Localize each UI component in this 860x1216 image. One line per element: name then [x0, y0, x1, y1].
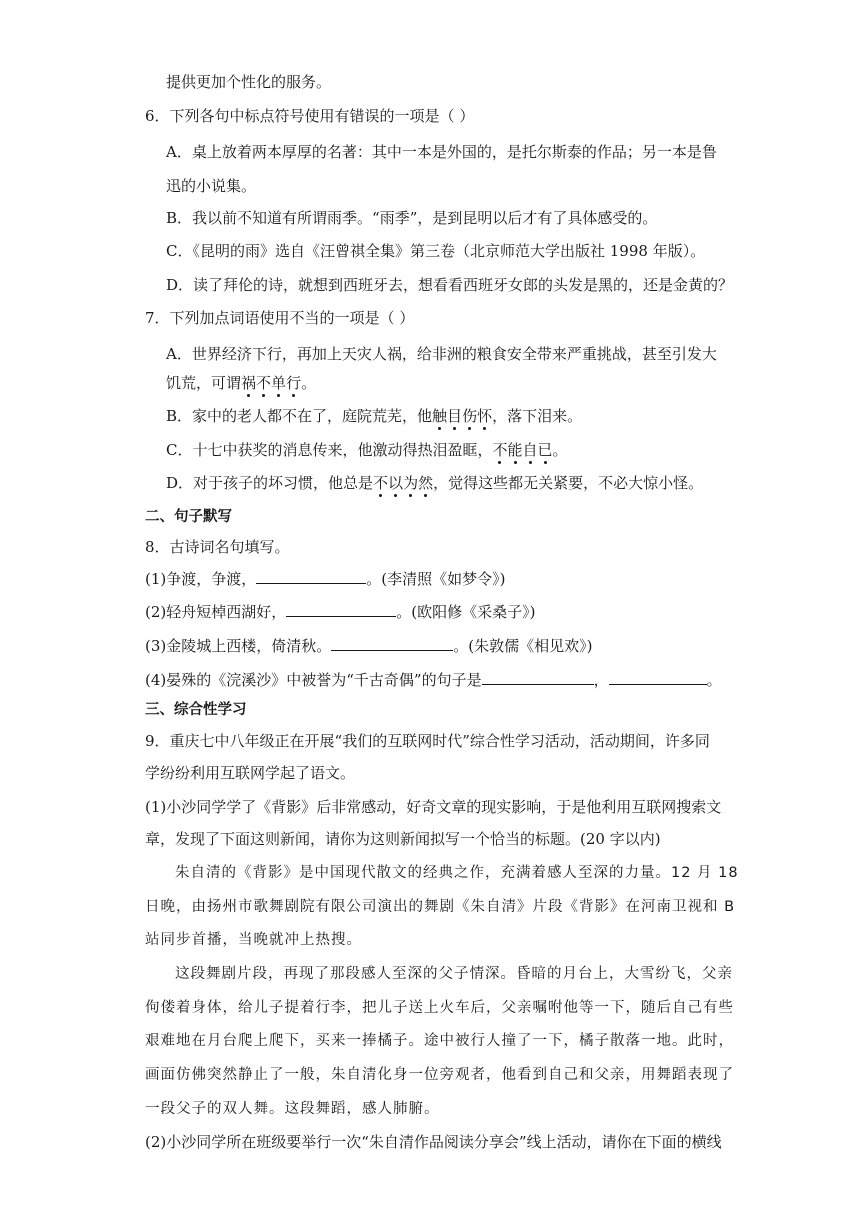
dotted-char: 为 — [403, 474, 419, 492]
q8-4-pre: (4)晏殊的《浣溪沙》中被誉为“千古奇偶”的句子是 — [145, 671, 482, 689]
news-paragraph-1: 朱自清的《背影》是中国现代散文的经典之作，充满着感人至深的力量。12 月 18 — [175, 865, 739, 881]
dotted-char: 能 — [507, 441, 523, 459]
dotted-char: 不 — [373, 474, 389, 492]
q8-stem: 8．古诗词名句填写。 — [145, 538, 290, 556]
q9-part1: (1)小沙同学学了《背影》后非常感动，好奇文章的现实影响，于是他利用互联网搜索文 — [145, 798, 722, 816]
news-paragraph-2-cont: 佝偻着身体，给儿子提着行李，把儿子送上火车后，父亲嘱咐他等一下，随后自己有些 — [145, 1000, 734, 1016]
q8-item-2 — [145, 602, 535, 622]
q7-a-pre: 饥荒，可谓 — [166, 374, 242, 392]
q9-stem: 9．重庆七中八年级正在开展“我们的互联网时代”综合性学习活动，活动期间，许多同 — [145, 732, 710, 750]
news-paragraph-2-cont: 一段父子的双人舞。这段舞蹈，感人肺腑。 — [145, 1101, 440, 1117]
q6-option-a: A．桌上放着两本厚厚的名著：其中一本是外国的，是托尔斯泰的作品；另一本是鲁 — [166, 143, 717, 161]
q7-c-pre: C．十七中获奖的消息传来，他激动得热泪盈眶， — [166, 441, 493, 459]
news-paragraph-2-cont: 艰难地在月台爬上爬下，买来一捧橘子。途中被行人撞了一下，橘子散落一地。此时， — [145, 1033, 734, 1049]
q8-item-3 — [145, 636, 592, 656]
dotted-char: 已 — [537, 441, 553, 459]
q7-stem: 7．下列加点词语使用不当的一项是（ ） — [145, 309, 415, 327]
q8-4-post: 。 — [706, 671, 722, 689]
dotted-char: 怀 — [477, 407, 493, 425]
q8-1-pre: (1)争渡，争渡， — [145, 570, 257, 588]
answer-blank[interactable] — [256, 569, 366, 584]
q6-option-d: D．读了拜伦的诗，就想到西班牙去，想看看西班牙女郎的头发是黑的，还是金黄的？ — [166, 276, 734, 294]
dotted-char: 不 — [256, 374, 272, 392]
q7-option-a: A．世界经济下行，再加上天灾人祸，给非洲的粮食安全带来严重挑战，甚至引发大 — [166, 345, 717, 363]
q9-part1-cont: 章，发现了下面这则新闻，请你为这则新闻拟写一个恰当的标题。(20 字以内) — [145, 830, 661, 848]
q8-item-4 — [145, 670, 722, 690]
answer-blank[interactable] — [331, 636, 453, 651]
q7-c-post: 。 — [552, 441, 568, 459]
news-paragraph-1-cont: 日晚，由扬州市歌舞剧院有限公司演出的舞剧《朱自清》片段《背影》在河南卫视和 B — [145, 899, 736, 915]
dotted-char: 然 — [418, 474, 434, 492]
q7-d-post: ，觉得这些都无关紧要，不必大惊小怪。 — [433, 474, 704, 492]
news-paragraph-1-cont: 站同步首播，当晚就冲上热搜。 — [145, 932, 362, 948]
dotted-char: 以 — [388, 474, 404, 492]
q8-item-1 — [145, 569, 505, 589]
dotted-char: 祸 — [241, 374, 257, 392]
q8-1-post: 。(李清照《如梦令》) — [366, 570, 506, 588]
q7-option-a-cont — [166, 373, 316, 393]
section-heading-recitation: 二、句子默写 — [145, 509, 232, 525]
q7-option-d — [166, 473, 703, 493]
q8-2-post: 。(欧阳修《采桑子》) — [396, 603, 536, 621]
dotted-char: 触 — [432, 407, 448, 425]
q8-3-pre: (3)金陵城上西楼，倚清秋。 — [145, 637, 332, 655]
q8-4-mid: ， — [593, 671, 609, 689]
q9-part2: (2)小沙同学所在班级要举行一次“朱自清作品阅读分享会”线上活动，请你在下面的横线 — [145, 1133, 722, 1151]
answer-blank[interactable] — [482, 670, 594, 685]
q7-b-pre: B．家中的老人都不在了，庭院荒芜，他 — [166, 407, 433, 425]
q6-option-c: C．《昆明的雨》选自《汪曾祺全集》第三卷（北京师范大学出版社 1998 年版）。 — [166, 242, 706, 260]
q7-option-c — [166, 440, 568, 460]
q7-option-b — [166, 406, 582, 426]
q7-d-pre: D．对于孩子的坏习惯，他总是 — [166, 474, 374, 492]
q6-option-a-cont: 迅的小说集。 — [166, 177, 257, 195]
q6-stem: 6．下列各句中标点符号使用有错误的一项是（ ） — [145, 107, 475, 125]
news-paragraph-2-cont: 画面仿佛突然静止了一般，朱自清化身一位旁观者，他看到自己和父亲，用舞蹈表现了 — [145, 1067, 734, 1083]
q5-tail-text: 提供更加个性化的服务。 — [166, 73, 332, 91]
dotted-char: 行 — [286, 374, 302, 392]
dotted-char: 单 — [271, 374, 287, 392]
q9-stem-cont: 学纷纷利用互联网学起了语文。 — [145, 764, 356, 782]
dotted-char: 伤 — [462, 407, 478, 425]
dotted-char: 目 — [447, 407, 463, 425]
answer-blank[interactable] — [609, 670, 707, 685]
dotted-char: 自 — [522, 441, 538, 459]
dotted-char: 不 — [492, 441, 508, 459]
q8-3-post: 。(朱敦儒《相见欢》) — [453, 637, 593, 655]
section-heading-comprehensive: 三、综合性学习 — [145, 702, 247, 718]
q6-option-b: B．我以前不知道有所谓雨季。“雨季”，是到昆明以后才有了具体感受的。 — [166, 209, 658, 227]
q7-a-post: 。 — [301, 374, 317, 392]
q7-b-post: ，落下泪来。 — [492, 407, 583, 425]
answer-blank[interactable] — [286, 602, 396, 617]
news-paragraph-2: 这段舞剧片段，再现了那段感人至深的父子情深。昏暗的月台上，大雪纷飞，父亲 — [175, 966, 733, 982]
q8-2-pre: (2)轻舟短棹西湖好， — [145, 603, 287, 621]
